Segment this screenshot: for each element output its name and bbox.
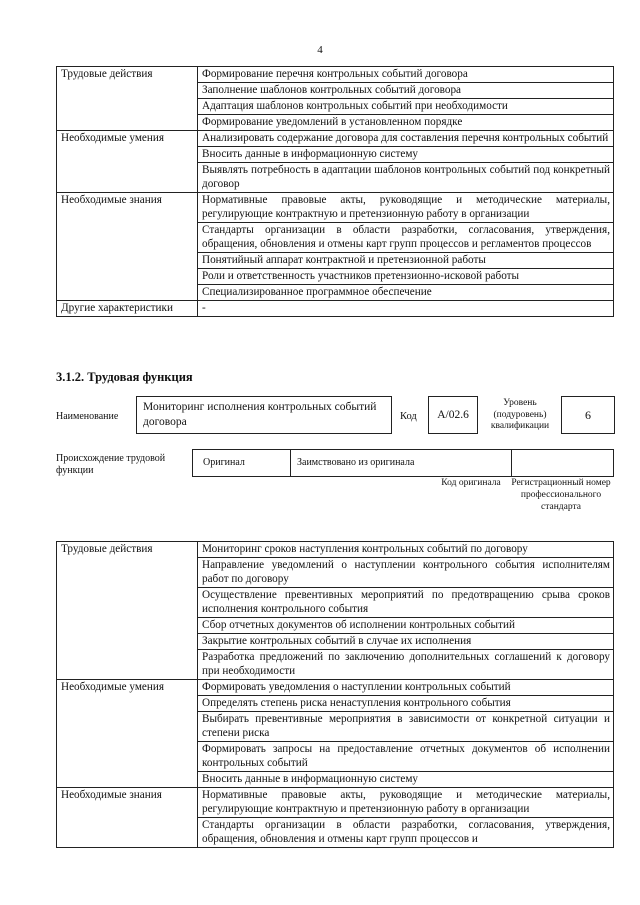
page-number: 4 xyxy=(317,44,323,56)
origin-borrowed: Заимствовано из оригинала xyxy=(297,457,415,468)
table-cell: Определять степень риска ненаступления контрольного события xyxy=(198,696,614,712)
table-cell: Выявлять потребность в адаптации шаблонов контрольных событий под конкретный договор xyxy=(198,163,614,193)
origin-borrowed-box xyxy=(289,449,512,477)
table-row xyxy=(57,301,614,317)
name-value: Мониторинг исполнения контрольных событий договора xyxy=(143,401,377,428)
table-cell: Мониторинг сроков наступления контрольных событий по договору xyxy=(198,542,614,558)
table-cell: Специализированное программное обеспечение xyxy=(198,285,614,301)
table-row xyxy=(57,131,614,147)
row-label: Другие характеристики xyxy=(57,301,198,317)
table-cell: Формировать уведомления о наступлении контрольных событий xyxy=(198,680,614,696)
code-label: Код xyxy=(400,411,417,422)
table-row xyxy=(57,542,614,558)
table-cell: Стандарты организации в области разработки, согласования, утверждения, обращения, обновления и отмены карт групп процессов и регламентов процессов xyxy=(198,223,614,253)
table-cell: Формирование перечня контрольных событий договора xyxy=(198,67,614,83)
origin-original: Оригинал xyxy=(203,457,245,468)
origin-code-label: Код оригинала xyxy=(441,478,501,488)
name-label: Наименование xyxy=(56,411,119,422)
table-cell: Формирование уведомлений в установленном порядке xyxy=(198,115,614,131)
table-cell: Стандарты организации в области разработки, согласования, утверждения, обращения, обновления и отмены карт групп процессов и xyxy=(198,818,614,848)
row-label: Трудовые действия xyxy=(57,542,198,680)
table-cell: Формировать запросы на предоставление отчетных документов об исполнении контрольных событий xyxy=(198,742,614,772)
origin-original-box xyxy=(192,449,291,477)
table-cell: Разработка предложений по заключению дополнительных соглашений к договору при необходимости xyxy=(198,650,614,680)
row-label: Необходимые знания xyxy=(57,193,198,301)
table-cell: Заполнение шаблонов контрольных событий договора xyxy=(198,83,614,99)
table-cell: Выбирать превентивные мероприятия в зависимости от конкретной ситуации и степени риска xyxy=(198,712,614,742)
table-cell: Понятийный аппарат контрактной и претензионной работы xyxy=(198,253,614,269)
row-label: Трудовые действия xyxy=(57,67,198,131)
table-cell: Осуществление превентивных мероприятий по предотвращению срыва сроков исполнения контрольного события xyxy=(198,588,614,618)
table-cell: Закрытие контрольных событий в случае их исполнения xyxy=(198,634,614,650)
table-cell: Вносить данные в информационную систему xyxy=(198,147,614,163)
code-value: A/02.6 xyxy=(428,396,478,434)
origin-label: Происхождение трудовой функции xyxy=(56,453,166,476)
competency-table-top xyxy=(56,66,614,317)
competency-table-bottom xyxy=(56,541,614,848)
table-cell: Нормативные правовые акты, руководящие и методические материалы, регулирующие контрактную и претензионную работу в организации xyxy=(198,193,614,223)
table-row xyxy=(57,680,614,696)
table-cell: Нормативные правовые акты, руководящие и методические материалы, регулирующие контрактную и претензионную работу в организации xyxy=(198,788,614,818)
table-row xyxy=(57,788,614,818)
table-cell: Адаптация шаблонов контрольных событий при необходимости xyxy=(198,99,614,115)
table-row xyxy=(57,67,614,83)
table-cell: Роли и ответственность участников претензионно-исковой работы xyxy=(198,269,614,285)
origin-blank-box xyxy=(511,449,614,477)
table-cell: - xyxy=(198,301,614,317)
row-label: Необходимые умения xyxy=(57,680,198,788)
reg-number-label: Регистрационный номер профессионального стандарта xyxy=(511,478,611,512)
row-label: Необходимые умения xyxy=(57,131,198,193)
table-cell: Вносить данные в информационную систему xyxy=(198,772,614,788)
table-cell: Анализировать содержание договора для составления перечня контрольных событий xyxy=(198,131,614,147)
row-label: Необходимые знания xyxy=(57,788,198,848)
name-value-box xyxy=(136,396,392,434)
section-heading: 3.1.2. Трудовая функция xyxy=(56,370,193,384)
table-cell: Направление уведомлений о наступлении контрольного события исполнителям работ по договору xyxy=(198,558,614,588)
table-cell: Сбор отчетных документов об исполнении контрольных событий xyxy=(198,618,614,634)
level-label: Уровень (подуровень) квалификации xyxy=(490,398,550,431)
level-value: 6 xyxy=(561,396,615,434)
table-row xyxy=(57,193,614,223)
